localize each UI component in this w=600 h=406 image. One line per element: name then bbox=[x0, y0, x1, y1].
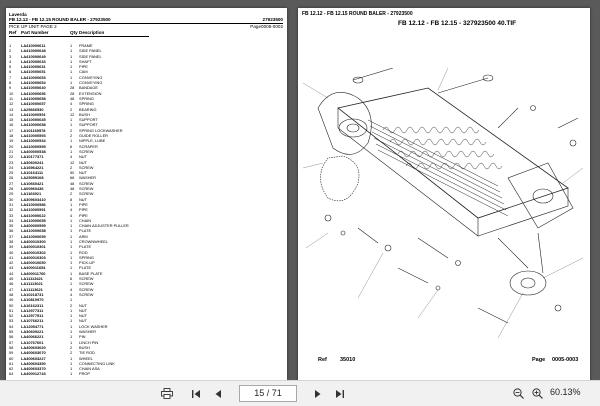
part-number: LA400010650 bbox=[21, 260, 46, 266]
part-description: CONNECTING LINK bbox=[79, 360, 115, 366]
part-description: PIN bbox=[79, 334, 86, 340]
part-description: SPRING bbox=[79, 101, 94, 107]
part-ref: 55 bbox=[9, 329, 14, 335]
exploded-diagram bbox=[298, 68, 590, 368]
part-number: LA12977311 bbox=[21, 307, 44, 313]
part-ref: 31 bbox=[9, 201, 14, 207]
part-ref: 28 bbox=[9, 186, 14, 192]
part-description: BEARING bbox=[79, 106, 97, 112]
part-qty: 1 bbox=[70, 313, 73, 319]
part-ref: 33 bbox=[9, 212, 14, 218]
part-number: LA10810970 bbox=[21, 297, 44, 303]
part-qty: 1 bbox=[70, 228, 73, 234]
zoom-in-icon[interactable] bbox=[529, 386, 545, 401]
part-number: LA410000655 bbox=[21, 217, 46, 223]
part-number: LA410000631 bbox=[21, 64, 46, 70]
part-number: LA410000645 bbox=[21, 117, 46, 123]
column-divider bbox=[9, 36, 149, 37]
part-qty: 2 bbox=[70, 191, 73, 197]
part-number: LA410000653 bbox=[21, 74, 46, 80]
part-ref: 14 bbox=[9, 111, 14, 117]
part-qty: 2 bbox=[70, 127, 73, 133]
doc-title: FB 12.12 - FB 12.15 ROUND BALER - 27923500 bbox=[9, 17, 111, 22]
part-ref: 3 bbox=[9, 53, 12, 59]
part-number: LA410000622 bbox=[21, 212, 46, 218]
part-qty: 4 bbox=[70, 286, 73, 292]
part-ref: 62 bbox=[9, 366, 14, 372]
part-ref: 48 bbox=[9, 291, 14, 297]
part-ref: 1 bbox=[9, 43, 12, 48]
parts-list-page bbox=[6, 8, 287, 380]
part-description: SHAFT bbox=[79, 58, 92, 64]
part-description: ARM bbox=[79, 233, 88, 239]
part-number: LA30600241 bbox=[21, 159, 44, 165]
part-qty: 1 bbox=[70, 265, 73, 271]
part-description: BUSH bbox=[79, 344, 90, 350]
part-number: LA400603227 bbox=[21, 355, 46, 361]
part-number: LA400010302 bbox=[21, 249, 46, 255]
part-description: PLATE bbox=[79, 228, 92, 234]
page-label: Page bbox=[532, 357, 546, 363]
part-qty: 1 bbox=[70, 339, 73, 345]
part-qty: 50 bbox=[70, 170, 75, 176]
part-description: NUT bbox=[79, 154, 87, 160]
part-qty: 2 bbox=[70, 302, 73, 308]
part-qty: 1 bbox=[70, 217, 73, 223]
part-qty: 2 bbox=[70, 133, 73, 139]
part-description: SCREW bbox=[79, 148, 94, 154]
part-ref: 20 bbox=[9, 143, 14, 149]
diagram-title-2: FB 12.12 - FB 12.15 - 327923500 40.TIF bbox=[398, 20, 517, 27]
part-description: ROD bbox=[79, 249, 88, 255]
part-ref: 57 bbox=[9, 339, 14, 345]
part-number: LA40066221 bbox=[21, 334, 44, 340]
part-number: LA11113621 bbox=[21, 286, 43, 292]
part-number: LA400603370 bbox=[21, 366, 46, 372]
part-description: PLATE bbox=[79, 244, 92, 250]
part-number: LA410000657 bbox=[21, 101, 46, 107]
part-number: LA410000658 bbox=[21, 122, 46, 128]
last-page-icon[interactable] bbox=[332, 386, 348, 401]
part-number: LA11113421 bbox=[21, 276, 43, 282]
part-description: SCREW bbox=[79, 281, 94, 287]
part-qty: 4 bbox=[70, 212, 73, 218]
part-description: SPRING bbox=[79, 254, 94, 260]
part-number: LA16162311 bbox=[21, 302, 44, 308]
part-ref: 17 bbox=[9, 127, 14, 133]
part-qty: 4 bbox=[70, 291, 73, 297]
part-number: LA00960436 bbox=[21, 186, 44, 192]
part-description: LINCH PIN bbox=[79, 339, 99, 345]
part-description: CHAIN ADJUSTER PULLER bbox=[79, 223, 129, 229]
part-qty: 1 bbox=[70, 117, 73, 123]
part-qty: 1 bbox=[70, 366, 73, 372]
part-qty: 4 bbox=[70, 101, 73, 107]
part-number: LA410000586 bbox=[21, 201, 46, 207]
part-description: PIPE bbox=[79, 64, 88, 70]
part-qty: 2 bbox=[70, 350, 73, 356]
part-ref: 37 bbox=[9, 233, 14, 239]
part-qty: 1 bbox=[70, 355, 73, 361]
part-number: LA410000591 bbox=[21, 207, 46, 213]
part-description: WASHER bbox=[79, 175, 96, 181]
page-number-field[interactable]: 15 / 71 bbox=[239, 385, 297, 402]
part-ref: 23 bbox=[9, 159, 14, 165]
part-number: LA410000640 bbox=[21, 85, 46, 91]
page-ref: Page0005-0002 bbox=[250, 24, 283, 29]
part-ref: 60 bbox=[9, 355, 14, 361]
part-ref: 46 bbox=[9, 281, 14, 287]
part-number: LA400603350 bbox=[21, 360, 46, 366]
part-number: LA10767601 bbox=[21, 339, 44, 345]
part-description: SCREW bbox=[79, 191, 94, 197]
part-qty: 1 bbox=[70, 69, 73, 75]
part-ref: 30 bbox=[9, 196, 14, 202]
part-description: CAM bbox=[79, 69, 88, 75]
part-description: LOCK WASHER bbox=[79, 323, 108, 329]
part-qty: 6 bbox=[70, 276, 73, 282]
ref-value: 35010 bbox=[340, 357, 356, 363]
part-description: TIE ROD bbox=[79, 350, 95, 356]
part-number: LA400012743 bbox=[21, 371, 46, 377]
part-description: SPRING bbox=[79, 95, 94, 101]
part-qty: 1 bbox=[70, 360, 73, 366]
part-description: BUSH bbox=[79, 111, 90, 117]
col-part-number: Part Number bbox=[21, 30, 49, 35]
part-number: LA10766211 bbox=[21, 318, 44, 324]
part-qty: 1 bbox=[70, 233, 73, 239]
part-ref: 49 bbox=[9, 297, 14, 303]
part-description: CROWNWHEEL bbox=[79, 238, 108, 244]
part-ref: 7 bbox=[9, 74, 12, 80]
part-number: LA10177371 bbox=[21, 154, 44, 160]
part-ref: 59 bbox=[9, 350, 14, 356]
part-description: WASHER bbox=[79, 329, 96, 335]
part-ref: 41 bbox=[9, 254, 14, 260]
part-description: SCREW bbox=[79, 276, 94, 282]
part-description: NUT bbox=[79, 318, 87, 324]
part-description: WHEEL bbox=[79, 355, 93, 361]
part-number: LA410000656 bbox=[21, 90, 46, 96]
part-qty: 1 bbox=[70, 260, 73, 266]
part-number: LA400000538 bbox=[21, 148, 46, 154]
part-ref: 50 bbox=[9, 302, 14, 308]
part-description: SCREW bbox=[79, 286, 94, 292]
part-qty: 1 bbox=[70, 48, 73, 54]
part-ref: 47 bbox=[9, 286, 14, 292]
part-number: LA25059108 bbox=[21, 175, 44, 181]
part-description: PLATE bbox=[79, 265, 92, 271]
zoom-out-icon[interactable] bbox=[510, 386, 526, 401]
viewer-toolbar bbox=[0, 380, 600, 406]
part-ref: 13 bbox=[9, 106, 14, 112]
part-number: LA410000593 bbox=[21, 133, 46, 139]
diagram-title-1: FB 12.12 - FB 12.15 ROUND BALER - 27923500 bbox=[302, 11, 413, 17]
part-ref: 36 bbox=[9, 228, 14, 234]
part-number: LA400011760 bbox=[21, 270, 46, 276]
section-label: PICK UP UNIT PAGE 2 bbox=[9, 24, 57, 29]
part-ref: 42 bbox=[9, 260, 14, 266]
part-description: NUT bbox=[79, 159, 87, 165]
part-ref: 18 bbox=[9, 133, 14, 139]
part-ref: 51 bbox=[9, 307, 14, 313]
part-number: LA410000611 bbox=[21, 43, 46, 48]
next-page-icon[interactable] bbox=[310, 386, 326, 401]
part-description: BASE PLATE bbox=[79, 270, 103, 276]
part-number: LA410000658 bbox=[21, 228, 46, 234]
part-qty: 4 bbox=[70, 154, 73, 160]
prev-page-icon[interactable] bbox=[210, 386, 226, 401]
part-number: LA10164111 bbox=[21, 170, 44, 176]
part-qty: 1 bbox=[70, 138, 73, 144]
part-qty: 1 bbox=[70, 43, 73, 48]
part-number: LA12977511 bbox=[21, 313, 44, 319]
part-number: LA101169578 bbox=[21, 127, 46, 133]
part-description: NUT bbox=[79, 307, 87, 313]
part-qty: 1 bbox=[70, 323, 73, 329]
part-ref: 27 bbox=[9, 180, 14, 186]
part-ref: 56 bbox=[9, 334, 14, 340]
part-description: EXTENSION bbox=[79, 90, 102, 96]
print-icon[interactable] bbox=[159, 386, 175, 401]
part-ref: 8 bbox=[9, 80, 12, 86]
part-ref: 22 bbox=[9, 154, 14, 160]
part-description: CONVEYING bbox=[79, 74, 103, 80]
part-qty: 1 bbox=[70, 74, 73, 80]
part-ref: 34 bbox=[9, 217, 14, 223]
part-qty: 1 bbox=[70, 238, 73, 244]
part-description: SCREW bbox=[79, 186, 94, 192]
part-qty: 48 bbox=[70, 186, 75, 192]
part-qty: 1 bbox=[70, 329, 73, 335]
part-description: NUT bbox=[79, 302, 87, 308]
part-description: SUPPORT bbox=[79, 122, 98, 128]
part-qty: 4 bbox=[70, 207, 73, 213]
part-ref: 40 bbox=[9, 249, 14, 255]
part-ref: 11 bbox=[9, 95, 14, 101]
part-qty: 1 bbox=[70, 244, 73, 250]
part-number: LA410000658 bbox=[21, 95, 46, 101]
part-ref: 26 bbox=[9, 175, 14, 181]
part-qty: 1 bbox=[70, 270, 73, 276]
part-qty: 1 bbox=[70, 201, 73, 207]
part-description: PICK-UP bbox=[79, 260, 95, 266]
part-description: SCREW bbox=[79, 164, 94, 170]
part-number: LA309603410 bbox=[21, 196, 46, 202]
part-description: SCREW bbox=[79, 180, 94, 186]
doc-code: 27923500 bbox=[262, 17, 283, 22]
part-ref: 2 bbox=[9, 48, 12, 54]
part-ref: 29 bbox=[9, 191, 14, 197]
part-description: BANDAGE bbox=[79, 85, 99, 91]
part-ref: 4 bbox=[9, 58, 12, 64]
part-description: CHAIN ASA bbox=[79, 366, 100, 372]
part-description: SCREW bbox=[79, 291, 94, 297]
part-qty: 1 bbox=[70, 254, 73, 260]
part-number: LA410000595 bbox=[21, 143, 46, 149]
part-ref: 15 bbox=[9, 117, 14, 123]
part-number: LA400000595 bbox=[21, 223, 46, 229]
part-qty: 1 bbox=[70, 223, 73, 229]
part-number: LA400603070 bbox=[21, 350, 46, 356]
part-qty: 1 bbox=[70, 148, 73, 154]
part-number: LA410000649 bbox=[21, 53, 46, 59]
part-qty: 8 bbox=[70, 196, 73, 202]
part-ref: 44 bbox=[9, 270, 14, 276]
part-number: LA400603020 bbox=[21, 344, 46, 350]
part-qty: 6 bbox=[70, 143, 73, 149]
part-ref: 35 bbox=[9, 223, 14, 229]
first-page-icon[interactable] bbox=[188, 386, 204, 401]
part-number: LA30609221 bbox=[21, 329, 44, 335]
part-ref: 52 bbox=[9, 313, 14, 319]
part-qty: 1 bbox=[70, 53, 73, 59]
part-number: LA16964221 bbox=[21, 164, 44, 170]
part-number: LA400010303 bbox=[21, 254, 46, 260]
part-ref: 61 bbox=[9, 360, 14, 366]
part-number: LA11113021 bbox=[21, 281, 43, 287]
part-number: LA10660421 bbox=[21, 180, 44, 186]
part-ref: 64 bbox=[9, 371, 14, 377]
part-number: LA1166921 bbox=[21, 191, 42, 197]
part-ref: 16 bbox=[9, 122, 14, 128]
brand-label: Laverda bbox=[9, 12, 27, 17]
part-description: NIPPLE, LUBE bbox=[79, 138, 106, 144]
part-ref: 54 bbox=[9, 323, 14, 329]
part-number: LA410000633 bbox=[21, 58, 46, 64]
part-qty: 28 bbox=[70, 90, 75, 96]
part-description: SCRAPER bbox=[79, 143, 98, 149]
part-ref: 19 bbox=[9, 138, 14, 144]
part-ref: 39 bbox=[9, 244, 14, 250]
part-ref: 25 bbox=[9, 170, 14, 176]
part-ref: 53 bbox=[9, 318, 14, 324]
part-description: SIDE PANEL bbox=[79, 48, 102, 54]
part-description: NUT bbox=[79, 313, 87, 319]
part-qty: 2 bbox=[70, 164, 73, 170]
col-description: Description bbox=[79, 30, 105, 35]
part-qty: 1 bbox=[70, 249, 73, 255]
col-qty: Qty bbox=[70, 30, 78, 35]
part-qty: 1 bbox=[70, 334, 73, 340]
part-description: NUT bbox=[79, 170, 87, 176]
part-number: LA25666530 bbox=[21, 106, 44, 112]
part-qty: 1 bbox=[70, 371, 73, 377]
part-number: LA12054771 bbox=[21, 323, 44, 329]
part-number: LA410000654 bbox=[21, 80, 46, 86]
part-ref: 58 bbox=[9, 344, 14, 350]
part-qty: 1 bbox=[70, 307, 73, 313]
part-qty: 1 bbox=[70, 80, 73, 86]
part-number: LA410000591 bbox=[21, 111, 46, 117]
part-description: PIPE bbox=[79, 201, 88, 207]
part-number: LA410000651 bbox=[21, 69, 46, 75]
part-number: LA410000534 bbox=[21, 138, 46, 144]
part-ref: 9 bbox=[9, 85, 12, 91]
part-number: LA400011654 bbox=[21, 265, 46, 271]
part-description: CHAIN bbox=[79, 217, 92, 223]
part-ref: 32 bbox=[9, 207, 14, 213]
part-number: LA410000648 bbox=[21, 48, 46, 54]
part-qty: 1 bbox=[70, 122, 73, 128]
zoom-level[interactable]: 60.13% bbox=[550, 387, 581, 397]
part-qty: 12 bbox=[70, 111, 75, 117]
part-qty: 1 bbox=[70, 297, 73, 303]
part-ref: 6 bbox=[9, 69, 12, 75]
part-description: GUIDE ROLLER bbox=[79, 133, 108, 139]
col-ref: Ref bbox=[9, 30, 17, 35]
part-ref: 43 bbox=[9, 265, 14, 271]
part-description: CONVEYING bbox=[79, 80, 103, 86]
part-ref: 24 bbox=[9, 164, 14, 170]
part-description: PROP bbox=[79, 371, 91, 377]
part-qty: 1 bbox=[70, 64, 73, 70]
part-qty: 2 bbox=[70, 106, 73, 112]
part-description: PIPE bbox=[79, 212, 88, 218]
part-qty: 1 bbox=[70, 318, 73, 324]
part-ref: 5 bbox=[9, 64, 12, 70]
part-qty: 12 bbox=[70, 159, 75, 165]
part-description: SIDE PANEL bbox=[79, 53, 102, 59]
part-qty: 48 bbox=[70, 180, 75, 186]
part-qty: 48 bbox=[70, 95, 75, 101]
part-description: SUPPORT bbox=[79, 117, 98, 123]
page-value: 0005-0003 bbox=[552, 357, 579, 363]
diagram-page bbox=[298, 8, 590, 380]
part-description: NUT bbox=[79, 196, 87, 202]
part-number: LA400010301 bbox=[21, 244, 46, 250]
part-qty: 1 bbox=[70, 58, 73, 64]
ref-label: Ref bbox=[318, 357, 327, 363]
part-ref: 10 bbox=[9, 90, 14, 96]
part-qty: 28 bbox=[70, 85, 75, 91]
part-description: FRAME bbox=[79, 43, 93, 48]
part-qty: 68 bbox=[70, 175, 75, 181]
part-description: PIPE bbox=[79, 207, 88, 213]
part-qty: 1 bbox=[70, 281, 73, 287]
part-qty: 2 bbox=[70, 344, 73, 350]
part-ref: 45 bbox=[9, 276, 14, 282]
part-ref: 12 bbox=[9, 101, 14, 107]
part-number: LA410000659 bbox=[21, 233, 46, 239]
part-description: SPRING LOCKWASHER bbox=[79, 127, 123, 133]
part-number: LA400010300 bbox=[21, 238, 46, 244]
part-number: LA10218731 bbox=[21, 291, 44, 297]
part-ref: 38 bbox=[9, 238, 14, 244]
part-ref: 21 bbox=[9, 148, 14, 154]
